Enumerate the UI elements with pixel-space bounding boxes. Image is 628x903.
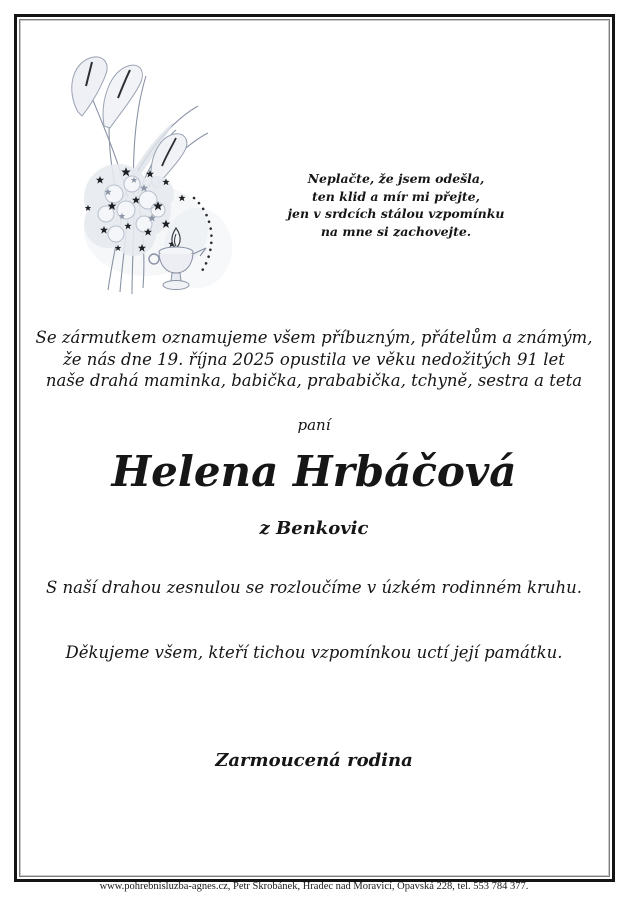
farewell-line: S naší drahou zesnulou se rozloučíme v úzkém rodinném kruhu. (45, 578, 583, 597)
deceased-origin: z Benkovic (259, 518, 369, 539)
footer-contact: www.pohrebnisluzba-agnes.cz, Petr Škrobánek, Hradec nad Moravicí, Opavská 228, tel. 553 784 377. (99, 881, 529, 892)
thanks-line: Děkujeme všem, kteří tichou vzpomínkou uctí její památku. (65, 643, 563, 662)
poem-line: jen v srdcích stálou vzpomínku (287, 206, 505, 221)
deceased-name: Helena Hrbáčová (111, 447, 517, 496)
poem-line: ten klid a mír mi přejte, (312, 188, 480, 204)
announcement-paragraph (0, 327, 628, 392)
announcement-line: že nás dne 19. října 2025 opustila ve věku nedožitých 91 let (63, 349, 565, 369)
announcement-line: Se zármutkem oznamujeme všem příbuzným, přátelům a známým, (35, 328, 593, 347)
announcement-line: naše drahá maminka, babička, prababička, tchyně, sestra a teta (45, 371, 583, 390)
memorial-poem (264, 170, 528, 240)
honorific: paní (297, 416, 331, 434)
poem-line: na mne si zachovejte. (320, 223, 472, 239)
poem-line: Neplačte, že jsem odešla, (307, 171, 485, 186)
signature-line: Zarmoucená rodina (215, 750, 413, 771)
calla-lily-bouquet-icon (48, 48, 253, 308)
